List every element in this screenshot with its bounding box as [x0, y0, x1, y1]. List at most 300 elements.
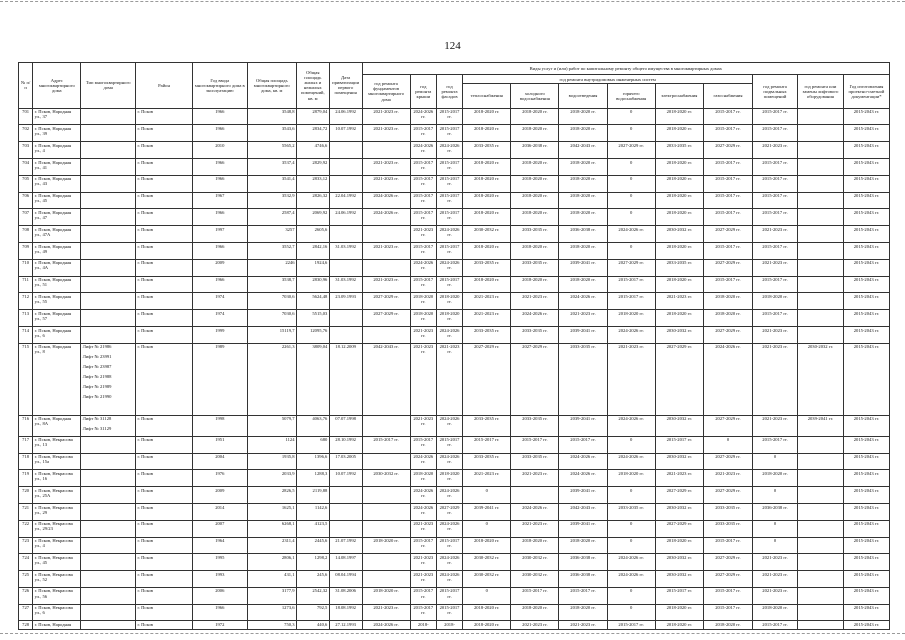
row-residential-area: 5515,03	[296, 310, 329, 327]
row-gas-year: 2027-2029 гг.	[703, 259, 752, 276]
row-address: г. Псков, Народная ул., 39	[33, 125, 81, 142]
row-total-area: 5079,7	[247, 415, 296, 436]
row-gas-year: 0	[703, 436, 752, 453]
row-type	[81, 192, 136, 209]
row-electricity-year: 2030-2032 гг.	[655, 226, 703, 243]
row-sewer-year: 2018-2020 гг.	[559, 192, 607, 209]
row-total-area: 3532,9	[247, 192, 296, 209]
row-foundation-year	[362, 453, 410, 470]
row-foundation-year: 2021-2023 гг.	[362, 276, 410, 293]
row-lift-year	[797, 276, 843, 293]
row-address: г. Псков, Народная ул., 57	[33, 310, 81, 327]
row-lift-year: 2039-2041 гг.	[797, 415, 843, 436]
row-roof-year: 2024-2026 гг.	[410, 142, 436, 159]
row-privatization-date: 17.03.2005	[329, 453, 362, 470]
row-gas-year: 2027-2029 гг.	[703, 487, 752, 504]
row-year: 1989	[192, 343, 247, 415]
row-lift-year	[797, 604, 843, 621]
row-number: 708	[19, 226, 33, 243]
row-total-area: 3541,4	[247, 175, 296, 192]
row-hot-water-year: 0	[607, 125, 655, 142]
row-district: г. Псков	[136, 158, 193, 175]
row-district: г. Псков	[136, 192, 193, 209]
header-residential-area: Общая площадь жилых и нежилых помещений, кв. м	[296, 63, 329, 109]
row-type	[81, 259, 136, 276]
row-year: 1966	[192, 209, 247, 226]
row-number: 720	[19, 487, 33, 504]
row-cold-water-year: 2024-2026 гг.	[511, 503, 559, 520]
row-number: 719	[19, 470, 33, 487]
row-electricity-year: 2030-2032 гг.	[655, 571, 703, 588]
row-privatization-date: 27.12.1993	[329, 621, 362, 630]
row-cold-water-year: 2033-2035 гг.	[511, 226, 559, 243]
header-foundation: год ремонта фундаментов многоквартирного дома	[362, 75, 410, 108]
row-address: г. Псков, Некрасова ул., 15а	[33, 453, 81, 470]
row-district: г. Псков	[136, 310, 193, 327]
row-electricity-year: 2027-2029 гг.	[655, 520, 703, 537]
row-electricity-year: 2033-2035 гг.	[655, 142, 703, 159]
row-address: г. Псков, Народная ул., 4А	[33, 259, 81, 276]
row-gas-year: 2015-2017 гг.	[703, 192, 752, 209]
row-gas-year: 2033-2035 гг.	[703, 520, 752, 537]
row-docs-year: 2015-2043 гг.	[843, 537, 889, 554]
row-privatization-date: 07.07.1998	[329, 415, 362, 436]
row-number: 706	[19, 192, 33, 209]
header-docs: Год изготовления проектно-сметной документации*	[843, 75, 889, 108]
row-basement-year: 2018-2020 гг.	[753, 293, 798, 310]
row-number: 715	[19, 343, 33, 415]
row-electricity-year: 2015-2017 гг.	[655, 587, 703, 604]
row-hot-water-year: 2015-2017 гг.	[607, 276, 655, 293]
row-cold-water-year: 2018-2020 гг.	[511, 276, 559, 293]
row-type	[81, 554, 136, 571]
row-number: 721	[19, 503, 33, 520]
row-privatization-date: 14.08.1997	[329, 554, 362, 571]
table-row	[19, 487, 890, 504]
row-type	[81, 293, 136, 310]
row-hot-water-year: 2033-2035 гг.	[607, 503, 655, 520]
row-sewer-year: 2039-2041 гг.	[559, 487, 607, 504]
table-row	[19, 226, 890, 243]
row-facade-year: 2018-2020 гг.	[436, 470, 462, 487]
row-type	[81, 142, 136, 159]
row-heat-year: 2018-2020 гг.	[463, 604, 511, 621]
row-foundation-year: 2024-2026 гг.	[362, 621, 410, 630]
row-type	[81, 276, 136, 293]
row-gas-year: 2018-2020 гг.	[703, 621, 752, 630]
row-number: 712	[19, 293, 33, 310]
row-privatization-date	[329, 142, 362, 159]
row-district: г. Псков	[136, 554, 193, 571]
row-district: г. Псков	[136, 621, 193, 630]
row-total-area: 2806,1	[247, 554, 296, 571]
row-number: 705	[19, 175, 33, 192]
row-foundation-year	[362, 554, 410, 571]
row-address: г. Псков, Некрасова ул., 6	[33, 604, 81, 621]
row-docs-year: 2015-2043 гг.	[843, 571, 889, 588]
row-type	[81, 226, 136, 243]
row-electricity-year: 2030-2032 гг.	[655, 503, 703, 520]
row-residential-area: 2829,92	[296, 158, 329, 175]
table-row	[19, 554, 890, 571]
row-residential-area: 2542,32	[296, 587, 329, 604]
table-row	[19, 537, 890, 554]
row-residential-area: 1924,6	[296, 259, 329, 276]
row-roof-year: 2018-2020 гг.	[410, 293, 436, 310]
row-address: г. Псков, Некрасова ул., 25А	[33, 487, 81, 504]
row-electricity-year: 2018-2020 гг.	[655, 175, 703, 192]
row-number: 716	[19, 415, 33, 436]
row-address: г. Псков, Некрасова ул., 4	[33, 537, 81, 554]
row-heat-year: 2018-2020 гг.	[463, 209, 511, 226]
row-basement-year: 2021-2023 гг.	[753, 226, 798, 243]
table-row	[19, 621, 890, 630]
row-basement-year: 2021-2023 гг.	[753, 554, 798, 571]
row-gas-year: 2027-2029 гг.	[703, 415, 752, 436]
row-privatization-date	[329, 487, 362, 504]
row-year: 1966	[192, 242, 247, 259]
row-hot-water-year: 0	[607, 520, 655, 537]
row-sewer-year: 2018-2020 гг.	[559, 108, 607, 125]
row-year: 1966	[192, 604, 247, 621]
row-facade-year: 2018-	[436, 621, 462, 630]
row-total-area: 2587,4	[247, 209, 296, 226]
row-gas-year: 2027-2029 гг.	[703, 571, 752, 588]
row-facade-year: 2015-2017 гг.	[436, 192, 462, 209]
row-sewer-year: 2018-2020 гг.	[559, 209, 607, 226]
row-year: 1976	[192, 470, 247, 487]
row-address: г. Псков, Некрасова ул., 29/23	[33, 520, 81, 537]
row-type	[81, 621, 136, 630]
row-roof-year: 2015-2017 гг.	[410, 537, 436, 554]
row-foundation-year: 2015-2017 гг.	[362, 436, 410, 453]
row-type	[81, 604, 136, 621]
row-facade-year: 2024-2026 гг.	[436, 226, 462, 243]
row-roof-year: 2015-2017 гг.	[410, 276, 436, 293]
row-roof-year: 2021-2023 гг.	[410, 571, 436, 588]
row-electricity-year: 2018-2020 гг.	[655, 310, 703, 327]
row-total-area: 15119,7	[247, 326, 296, 343]
capital-repair-register-table	[18, 62, 890, 630]
row-foundation-year: 2024-2026 гг.	[362, 192, 410, 209]
row-roof-year: 2024-2026 гг.	[410, 259, 436, 276]
row-residential-area: 12095,76	[296, 326, 329, 343]
row-basement-year: 2021-2023 гг.	[753, 142, 798, 159]
row-cold-water-year: 2021-2023 гг.	[511, 293, 559, 310]
row-sewer-year: 2036-2038 гг.	[559, 226, 607, 243]
row-lift-year	[797, 125, 843, 142]
row-address: г. Псков, Народная ул., 43	[33, 175, 81, 192]
row-facade-year: 2015-2017 гг.	[436, 125, 462, 142]
row-hot-water-year: 0	[607, 604, 655, 621]
row-cold-water-year: 2018-2020 гг.	[511, 175, 559, 192]
row-sewer-year: 2033-2035 гг.	[559, 343, 607, 415]
row-year: 1966	[192, 158, 247, 175]
row-facade-year: 2024-2026 гг.	[436, 142, 462, 159]
row-lift-year	[797, 175, 843, 192]
row-basement-year: 2021-2023 гг.	[753, 571, 798, 588]
row-sewer-year: 2018-2020 гг.	[559, 175, 607, 192]
row-sewer-year: 2024-2026 гг.	[559, 293, 607, 310]
row-basement-year: 2015-2017 гг.	[753, 242, 798, 259]
row-roof-year: 2021-2023 гг.	[410, 554, 436, 571]
row-total-area: 3257	[247, 226, 296, 243]
row-address: г. Псков, Народная ул., 6	[33, 326, 81, 343]
header-electricity: электроснабжения	[655, 84, 703, 108]
row-docs-year: 2015-2043 гг.	[843, 604, 889, 621]
row-total-area: 3552,7	[247, 242, 296, 259]
row-number: 728	[19, 621, 33, 630]
row-cold-water-year: 2030-2032 гг.	[511, 554, 559, 571]
row-roof-year: 2021-2023 гг.	[410, 226, 436, 243]
row-address: г. Псков, Народная ул., 47	[33, 209, 81, 226]
row-district: г. Псков	[136, 276, 193, 293]
row-cold-water-year: 2033-2035 гг.	[511, 415, 559, 436]
row-hot-water-year: 2024-2026 гг.	[607, 571, 655, 588]
row-type	[81, 343, 136, 415]
row-lift-year	[797, 571, 843, 588]
row-residential-area: 4746,6	[296, 142, 329, 159]
row-facade-year: 2027-2029 гг.	[436, 503, 462, 520]
row-roof-year: 2015-2017 гг.	[410, 587, 436, 604]
row-cold-water-year: 2021-2023 гг.	[511, 470, 559, 487]
row-residential-area: 3809,04	[296, 343, 329, 415]
row-facade-year: 2015-2017 гг.	[436, 436, 462, 453]
row-heat-year: 2018-2020 гг.	[463, 242, 511, 259]
row-roof-year: 2024-2026 гг.	[410, 453, 436, 470]
row-foundation-year	[362, 142, 410, 159]
row-address: г. Псков, Некрасова ул., 52	[33, 571, 81, 588]
row-hot-water-year: 0	[607, 175, 655, 192]
row-privatization-date: 31.03.1992	[329, 242, 362, 259]
row-total-area: 6268,1	[247, 520, 296, 537]
row-type	[81, 470, 136, 487]
row-number: 707	[19, 209, 33, 226]
row-residential-area: 2833,12	[296, 175, 329, 192]
row-roof-year: 2021-2023 гг.	[410, 520, 436, 537]
table-row	[19, 209, 890, 226]
row-electricity-year: 2030-2032 гг.	[655, 326, 703, 343]
row-address: г. Псков, Некрасова ул., 45	[33, 554, 81, 571]
row-sewer-year: 2039-2041 гг.	[559, 415, 607, 436]
row-facade-year: 2015-2017 гг.	[436, 604, 462, 621]
row-electricity-year: 2027-2029 гг.	[655, 343, 703, 415]
row-residential-area: 4123,5	[296, 520, 329, 537]
table-row	[19, 604, 890, 621]
row-lift-year	[797, 470, 843, 487]
row-basement-year: 2021-2023 гг.	[753, 587, 798, 604]
row-privatization-date	[329, 310, 362, 327]
table-row	[19, 343, 890, 415]
header-total-area: Общая площадь многоквартирного дома, кв. м	[247, 63, 296, 109]
row-type	[81, 587, 136, 604]
row-residential-area: 2445,6	[296, 537, 329, 554]
row-cold-water-year: 2033-2035 гг.	[511, 259, 559, 276]
page-number: 124	[444, 40, 461, 52]
row-docs-year: 2015-2043 гг.	[843, 310, 889, 327]
row-address: г. Псков, Народная ул., 8А	[33, 415, 81, 436]
row-heat-year: 2027-2029 гг.	[463, 343, 511, 415]
row-address: г. Псков, Народная ул., 45	[33, 192, 81, 209]
lift-number: Лифт № 31128	[82, 416, 112, 422]
table-row	[19, 587, 890, 604]
row-basement-year: 2015-2017 гг.	[753, 621, 798, 630]
row-type	[81, 108, 136, 125]
row-heat-year: 2030-2032 гг.	[463, 554, 511, 571]
row-district: г. Псков	[136, 537, 193, 554]
row-lift-year	[797, 326, 843, 343]
row-year: 1974	[192, 293, 247, 310]
row-total-area: 3543,6	[247, 125, 296, 142]
header-type: Тип многоквартирного дома	[81, 63, 136, 109]
row-sewer-year: 2024-2026 гг.	[559, 453, 607, 470]
row-total-area: 750,3	[247, 621, 296, 630]
row-type	[81, 436, 136, 453]
row-lift-year	[797, 226, 843, 243]
row-privatization-date: 22.04.1992	[329, 192, 362, 209]
row-type	[81, 453, 136, 470]
row-lift-year	[797, 108, 843, 125]
row-heat-year: 2033-2035 гг.	[463, 326, 511, 343]
row-number: 702	[19, 125, 33, 142]
row-foundation-year: 2021-2023 гг.	[362, 242, 410, 259]
row-facade-year: 2021-2023 гг.	[436, 343, 462, 415]
row-docs-year: 2015-2043 гг.	[843, 587, 889, 604]
row-foundation-year: 2027-2029 гг.	[362, 310, 410, 327]
row-cold-water-year: 2018-2020 гг.	[511, 158, 559, 175]
row-hot-water-year: 0	[607, 587, 655, 604]
row-district: г. Псков	[136, 520, 193, 537]
lift-number: Лифт № 21986	[82, 344, 112, 350]
row-lift-year	[797, 503, 843, 520]
row-heat-year: 2018-2020 гг.	[463, 175, 511, 192]
row-roof-year: 2015-2017 гг.	[410, 192, 436, 209]
row-sewer-year: 2039-2041 гг.	[559, 326, 607, 343]
row-electricity-year: 2018-2020 гг.	[655, 276, 703, 293]
row-foundation-year: 2021-2023 гг.	[362, 108, 410, 125]
row-hot-water-year: 0	[607, 436, 655, 453]
row-cold-water-year: 2021-2023 гг.	[511, 520, 559, 537]
row-heat-year: 2033-2035 гг.	[463, 142, 511, 159]
row-year: 2006	[192, 587, 247, 604]
table-row	[19, 108, 890, 125]
row-number: 718	[19, 453, 33, 470]
row-docs-year: 2015-2043 гг.	[843, 142, 889, 159]
row-cold-water-year: 2018-2020 гг.	[511, 192, 559, 209]
row-heat-year: 2018-2020 гг.	[463, 192, 511, 209]
row-heat-year: 2021-2023 гг.	[463, 293, 511, 310]
row-basement-year: 2021-2023 гг.	[753, 415, 798, 436]
row-lift-year	[797, 436, 843, 453]
row-gas-year: 2015-2017 гг.	[703, 242, 752, 259]
lift-number: Лифт № 31129	[82, 426, 112, 432]
row-docs-year: 2015-2043 гг.	[843, 621, 889, 630]
table-row	[19, 276, 890, 293]
row-gas-year: 2027-2029 гг.	[703, 226, 752, 243]
row-privatization-date	[329, 520, 362, 537]
row-facade-year: 2024-2026 гг.	[436, 487, 462, 504]
header-address: Адрес многоквартирного дома	[33, 63, 81, 109]
row-docs-year: 2015-2043 гг.	[843, 276, 889, 293]
row-sewer-year: 2015-2017 гг.	[559, 436, 607, 453]
row-hot-water-year: 0	[607, 209, 655, 226]
row-hot-water-year: 2018-2020 гг.	[607, 310, 655, 327]
row-privatization-date	[329, 326, 362, 343]
header-basement: год ремонта подвальных помещений	[753, 75, 798, 108]
row-number: 725	[19, 571, 33, 588]
row-docs-year: 2015-2043 гг.	[843, 470, 889, 487]
row-gas-year: 2021-2023 гг.	[703, 470, 752, 487]
row-cold-water-year: 2018-2020 гг.	[511, 537, 559, 554]
row-number: 710	[19, 259, 33, 276]
row-total-area: 5565,2	[247, 142, 296, 159]
row-basement-year: 2015-2017 гг.	[753, 209, 798, 226]
row-docs-year: 2015-2043 гг.	[843, 487, 889, 504]
row-sewer-year: 2018-2020 гг.	[559, 158, 607, 175]
row-lift-year	[797, 142, 843, 159]
table-row	[19, 192, 890, 209]
header-cold-water: холодного водоснабжения	[511, 84, 559, 108]
row-hot-water-year: 2015-2017 гг.	[607, 293, 655, 310]
row-heat-year: 2015-2017 гг.	[463, 436, 511, 453]
row-docs-year: 2015-2043 гг.	[843, 293, 889, 310]
row-year: 2004	[192, 453, 247, 470]
row-residential-area: 792,5	[296, 604, 329, 621]
table-row	[19, 259, 890, 276]
row-sewer-year: 2024-2026 гг.	[559, 470, 607, 487]
row-privatization-date	[329, 175, 362, 192]
row-address: г. Псков, Некрасова ул., 29	[33, 503, 81, 520]
row-residential-area: 1396,6	[296, 453, 329, 470]
row-total-area: 431,1	[247, 571, 296, 588]
table-row	[19, 415, 890, 436]
row-cold-water-year	[511, 487, 559, 504]
row-residential-area: 1142,6	[296, 503, 329, 520]
row-district: г. Псков	[136, 571, 193, 588]
row-cold-water-year: 2018-2020 гг.	[511, 242, 559, 259]
row-year: 1966	[192, 276, 247, 293]
row-lift-year	[797, 621, 843, 630]
row-privatization-date: 23.09.1993	[329, 293, 362, 310]
header-hot-water: горячего водоснабжения	[607, 84, 655, 108]
table-row	[19, 503, 890, 520]
row-lift-year	[797, 310, 843, 327]
row-lift-year	[797, 487, 843, 504]
row-residential-area: 1298,2	[296, 554, 329, 571]
row-district: г. Псков	[136, 209, 193, 226]
row-gas-year: 2018-2020 гг.	[703, 310, 752, 327]
row-year: 1998	[192, 415, 247, 436]
row-sewer-year: 2021-2023 гг.	[559, 310, 607, 327]
row-type	[81, 242, 136, 259]
row-basement-year: 2015-2017 гг.	[753, 175, 798, 192]
row-cold-water-year: 2018-2020 гг.	[511, 604, 559, 621]
row-privatization-date: 21.07.1992	[329, 537, 362, 554]
row-hot-water-year: 0	[607, 108, 655, 125]
row-year: 1966	[192, 108, 247, 125]
row-sewer-year: 2018-2020 гг.	[559, 604, 607, 621]
row-electricity-year: 2027-2029 гг.	[655, 487, 703, 504]
row-total-area: 3177,9	[247, 587, 296, 604]
row-heat-year: 2018-2020 гг.	[463, 125, 511, 142]
row-year: 2009	[192, 259, 247, 276]
row-district: г. Псков	[136, 242, 193, 259]
row-type	[81, 415, 136, 436]
row-sewer-year: 2039-2041 гг.	[559, 520, 607, 537]
row-heat-year: 2030-2032 гг.	[463, 226, 511, 243]
row-district: г. Псков	[136, 587, 193, 604]
row-address: г. Псков, Народная ул., 4	[33, 142, 81, 159]
